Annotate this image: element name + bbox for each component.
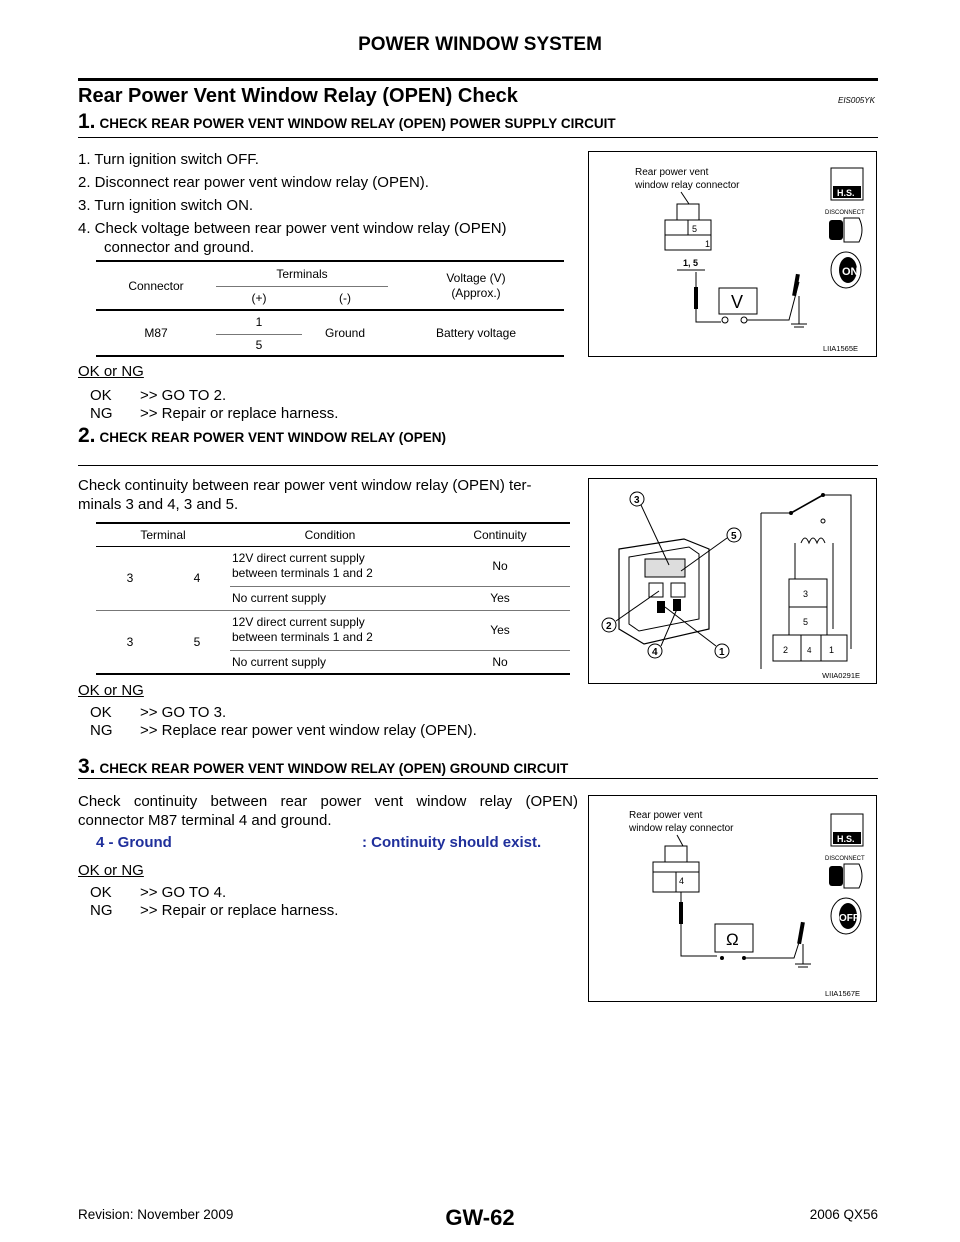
cell-continuity: Yes [490, 591, 510, 605]
step-1-rule [78, 137, 878, 138]
cell-condition: No current supply [232, 654, 327, 669]
instruction-line: Check continuity between rear power vent window relay (OPEN) ter- [78, 477, 532, 494]
ok-key: OK [90, 704, 112, 721]
spec-terminal: 4 - Ground [96, 834, 172, 851]
cell-continuity: No [492, 654, 508, 669]
socket-4: 4 [807, 646, 812, 655]
step-1-title: CHECK REAR POWER VENT WINDOW RELAY (OPEN) POWER SUPPLY CIRCUIT [99, 116, 616, 131]
socket-5: 5 [803, 617, 809, 627]
callout-2: 2 [606, 621, 612, 632]
figure-voltage-check [588, 151, 877, 357]
fig1-disconnect-label: DISCONNECT [825, 210, 865, 216]
step-1-instructions [78, 150, 578, 257]
figure-2-code: WIIA0291E [822, 671, 860, 680]
step-3-number: 3. [78, 755, 96, 778]
callout-4: 4 [652, 647, 658, 658]
cell-condition: 12V direct current supply between terminals 1 and 2 [232, 551, 373, 580]
instruction-item: 2. Disconnect rear power vent window relay (OPEN). [78, 174, 429, 191]
figure-ground-check [588, 795, 877, 1002]
step-2-rule [78, 465, 878, 466]
ng-result: >> Repair or replace harness. [140, 902, 339, 919]
ng-key: NG [90, 902, 113, 919]
col-header-continuity: Continuity [473, 527, 527, 542]
step-3-instructions [78, 792, 578, 830]
step-3-ok-or-ng: OK or NG [78, 862, 144, 879]
callout-5: 5 [731, 531, 737, 542]
page-header-title: POWER WINDOW SYSTEM [358, 34, 602, 55]
instruction-item: 1. Turn ignition switch OFF. [78, 151, 259, 168]
cell-terminal-a: 3 [96, 546, 164, 610]
ok-result: >> GO TO 2. [140, 387, 227, 404]
step-2-title: CHECK REAR POWER VENT WINDOW RELAY (OPEN) [99, 430, 447, 445]
fig1-label-line1: Rear power vent [635, 167, 709, 178]
fig3-pin-4: 4 [679, 876, 685, 886]
cell-terminal-b: 4 [164, 546, 230, 610]
cell-condition: No current supply [232, 591, 327, 605]
step-3-results [90, 884, 338, 920]
fig1-hs-icon-label: H.S. [837, 188, 855, 198]
ok-result: >> GO TO 4. [140, 884, 227, 901]
col-header-terminal: Terminal [140, 527, 186, 542]
fig3-hs-icon-label: H.S. [837, 834, 855, 844]
cell-condition: 12V direct current supply between terminals 1 and 2 [232, 615, 373, 644]
step-2-number: 2. [78, 424, 96, 447]
socket-3: 3 [803, 589, 809, 599]
fig1-pins-label: 1, 5 [683, 258, 699, 268]
fig3-meter-symbol: Ω [726, 930, 739, 949]
fig1-pin-5: 5 [692, 224, 698, 234]
instruction-line: minals 3 and 4, 3 and 5. [78, 496, 239, 513]
cell-terminal-a: 3 [96, 610, 164, 674]
spec-result: : Continuity should exist. [362, 834, 542, 851]
cell-continuity: Yes [490, 623, 510, 637]
ok-key: OK [90, 387, 112, 404]
instruction-item: 3. Turn ignition switch ON. [78, 197, 254, 214]
callout-3: 3 [634, 495, 640, 506]
cell-ground: Ground [324, 326, 366, 340]
col-header-connector: Connector [96, 261, 216, 310]
step-3-heading [78, 755, 568, 779]
col-header-condition: Condition [304, 527, 356, 542]
step-3-title: CHECK REAR POWER VENT WINDOW RELAY (OPEN) GROUND CIRCUIT [99, 761, 569, 776]
col-header-terminals: Terminals [216, 261, 388, 286]
footer-page-number: GW-62 [445, 1205, 515, 1230]
instruction-item: connector and ground. [104, 239, 255, 256]
figure-relay-terminals [588, 478, 877, 684]
fig1-ignition-on: ON [842, 266, 859, 278]
fig1-meter-symbol: V [731, 292, 744, 312]
table-row [96, 546, 570, 586]
table-row [96, 610, 570, 650]
step-1-results [90, 387, 338, 423]
cell-terminal: 1 [216, 310, 302, 334]
figure-3-code: LIIA1567E [824, 989, 860, 998]
cell-continuity: No [492, 559, 508, 573]
col-header-voltage: Voltage (V) (Approx.) [388, 261, 564, 310]
ng-key: NG [90, 405, 113, 422]
cell-terminal-b: 5 [164, 610, 230, 674]
ng-result: >> Repair or replace harness. [140, 405, 339, 422]
step-2-results [90, 704, 477, 740]
socket-2: 2 [783, 645, 789, 655]
col-header-plus: (+) [251, 290, 267, 305]
section-code: EIS005YK [838, 96, 875, 105]
col-header-minus: (-) [339, 290, 351, 305]
figure-voltage-check-drawing [589, 152, 876, 356]
figure-ground-check-drawing [589, 796, 876, 1001]
ng-key: NG [90, 722, 113, 739]
figure-relay-terminals-drawing [589, 479, 876, 683]
ok-result: >> GO TO 3. [140, 704, 227, 721]
voltage-table [96, 260, 564, 357]
fig1-pin-1: 1 [705, 239, 711, 249]
section-title: Rear Power Vent Window Relay (OPEN) Check [78, 85, 518, 107]
socket-1: 1 [829, 645, 835, 655]
fig1-label-line2: window relay connector [635, 180, 740, 191]
continuity-table [96, 522, 570, 675]
step-1-heading [78, 110, 616, 134]
instruction-line: Check continuity between rear power vent window relay (OPEN) [78, 793, 578, 810]
step-2-ok-or-ng: OK or NG [78, 682, 144, 699]
instruction-item: 4. Check voltage between rear power vent window relay (OPEN) [78, 220, 507, 237]
figure-1-code: LIIA1565E [822, 344, 858, 353]
cell-connector: M87 [144, 326, 168, 340]
footer-revision: Revision: November 2009 [78, 1207, 234, 1222]
fig3-label-line2: window relay connector [629, 823, 734, 834]
cell-voltage: Battery voltage [435, 326, 517, 340]
step-1-ok-or-ng: OK or NG [78, 363, 144, 380]
step-2-heading [78, 424, 446, 448]
header-rule [78, 78, 878, 81]
step-2-instructions [78, 476, 578, 514]
instruction-line: connector M87 terminal 4 and ground. [78, 812, 332, 829]
fig3-label-line1: Rear power vent [629, 810, 703, 821]
callout-1: 1 [719, 647, 725, 658]
cell-terminal: 5 [255, 337, 263, 352]
step-3-rule [78, 778, 878, 779]
step-1-number: 1. [78, 110, 96, 133]
ng-result: >> Replace rear power vent window relay (OPEN). [140, 722, 477, 739]
footer-model: 2006 QX56 [809, 1207, 878, 1222]
fig3-ignition-off: OFF [839, 913, 859, 924]
ok-key: OK [90, 884, 112, 901]
fig3-disconnect-label: DISCONNECT [825, 856, 865, 862]
